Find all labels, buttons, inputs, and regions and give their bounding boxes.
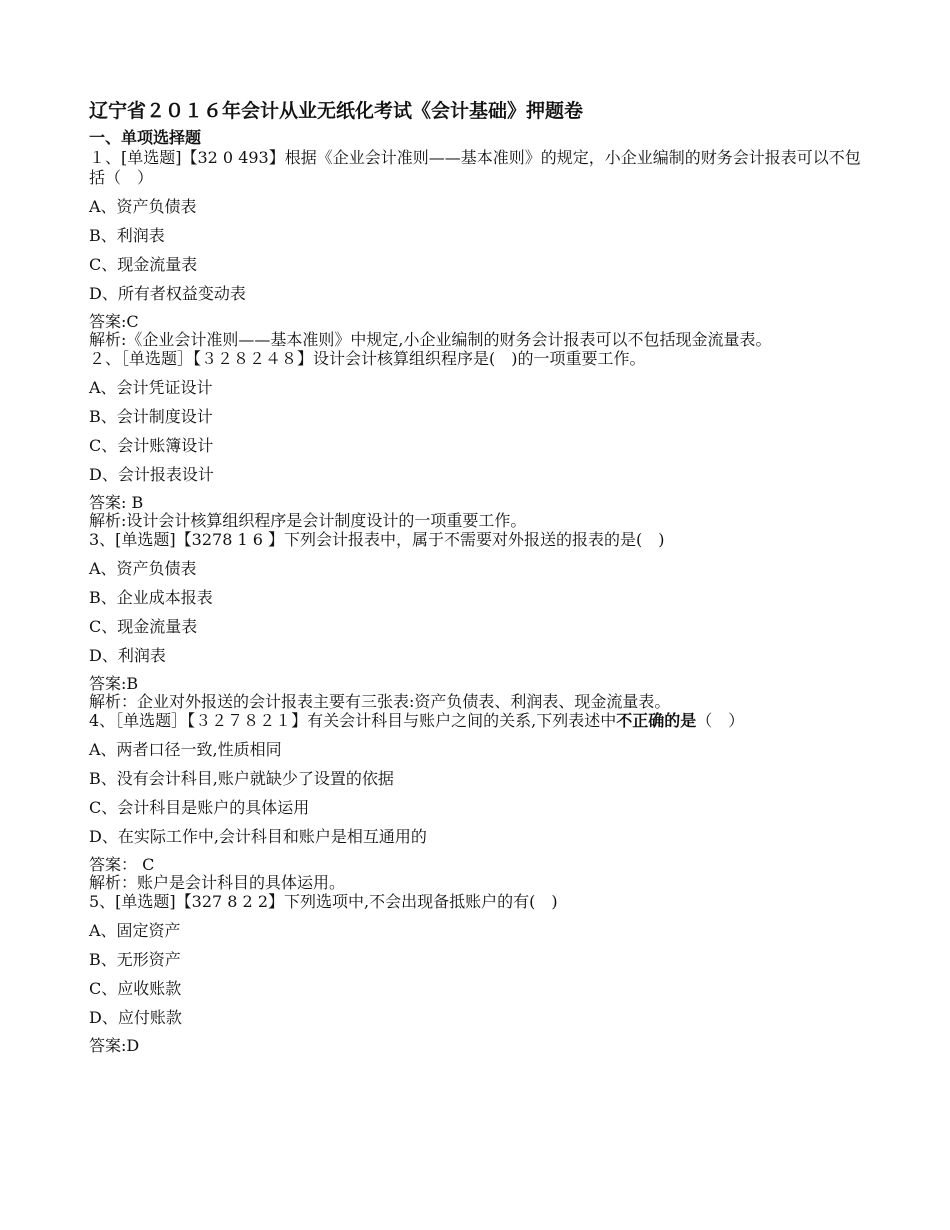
question-4	[89, 711, 864, 892]
answer: 答案: B	[89, 493, 144, 512]
question-text: ２、［单选题］【３２８２４８】设计会计核算组织程序是( )的一项重要工作。	[89, 349, 646, 368]
option-c: C、现金流量表	[89, 255, 198, 274]
question-text: １、[单选题]【32 0 493】根据《企业会计准则——基本准则》的规定，小企业编制的财务会计报表可以不包括（ ）	[89, 148, 861, 187]
question-2	[89, 349, 864, 530]
question-text: 3、[单选题]【3278 1 6 】下列会计报表中，属于不需要对外报送的报表的是( )	[89, 530, 665, 549]
question-3	[89, 530, 864, 711]
section-heading: 一、单项选择题	[89, 128, 202, 147]
question-text-before: 4、［单选题］【３２７８２１】有关会计科目与账户之间的关系,下列表述中	[89, 711, 617, 730]
analysis: 解析：账户是会计科目的具体运用。	[89, 873, 346, 892]
analysis: 解析:《企业会计准则——基本准则》中规定,小企业编制的财务会计报表可以不包括现金流量表。	[89, 330, 772, 349]
option-c: C、会计科目是账户的具体运用	[89, 798, 310, 817]
question-text: 5、[单选题]【327 8 2 2】下列选项中,不会出现备抵账户的有( )	[89, 892, 558, 911]
document-title: 辽宁省２０１６年会计从业无纸化考试《会计基础》押题卷	[89, 100, 584, 122]
question-5	[89, 892, 864, 1055]
option-a: A、资产负债表	[89, 197, 197, 216]
option-b: B、企业成本报表	[89, 588, 213, 607]
answer: 答案:C	[89, 312, 139, 331]
option-c: C、会计账簿设计	[89, 436, 214, 455]
option-c: C、现金流量表	[89, 617, 198, 636]
question-text-after: （ ）	[696, 711, 745, 730]
answer: 答案:D	[89, 1036, 140, 1055]
option-a: A、固定资产	[89, 921, 181, 940]
answer: 答案:B	[89, 674, 139, 693]
option-a: A、会计凭证设计	[89, 378, 213, 397]
option-a: A、资产负债表	[89, 559, 197, 578]
option-b: B、无形资产	[89, 950, 181, 969]
option-d: D、在实际工作中,会计科目和账户是相互通用的	[89, 827, 427, 846]
option-b: B、利润表	[89, 226, 165, 245]
option-b: B、没有会计科目,账户就缺少了设置的依据	[89, 769, 394, 788]
answer: 答案： C	[89, 855, 155, 874]
option-b: B、会计制度设计	[89, 407, 213, 426]
option-c: C、应收账款	[89, 979, 182, 998]
analysis: 解析：企业对外报送的会计报表主要有三张表:资产负债表、利润表、现金流量表。	[89, 692, 671, 711]
question-text-emphasis: 不正确的是	[616, 711, 697, 730]
option-d: D、所有者权益变动表	[89, 284, 246, 303]
option-a: A、两者口径一致,性质相同	[89, 740, 282, 759]
analysis: 解析:设计会计核算组织程序是会计制度设计的一项重要工作。	[89, 511, 527, 530]
option-d: D、应付账款	[89, 1008, 182, 1027]
question-1	[89, 148, 864, 349]
option-d: D、会计报表设计	[89, 465, 214, 484]
document-page	[89, 98, 864, 1055]
question-text	[89, 711, 864, 731]
option-d: D、利润表	[89, 646, 166, 665]
